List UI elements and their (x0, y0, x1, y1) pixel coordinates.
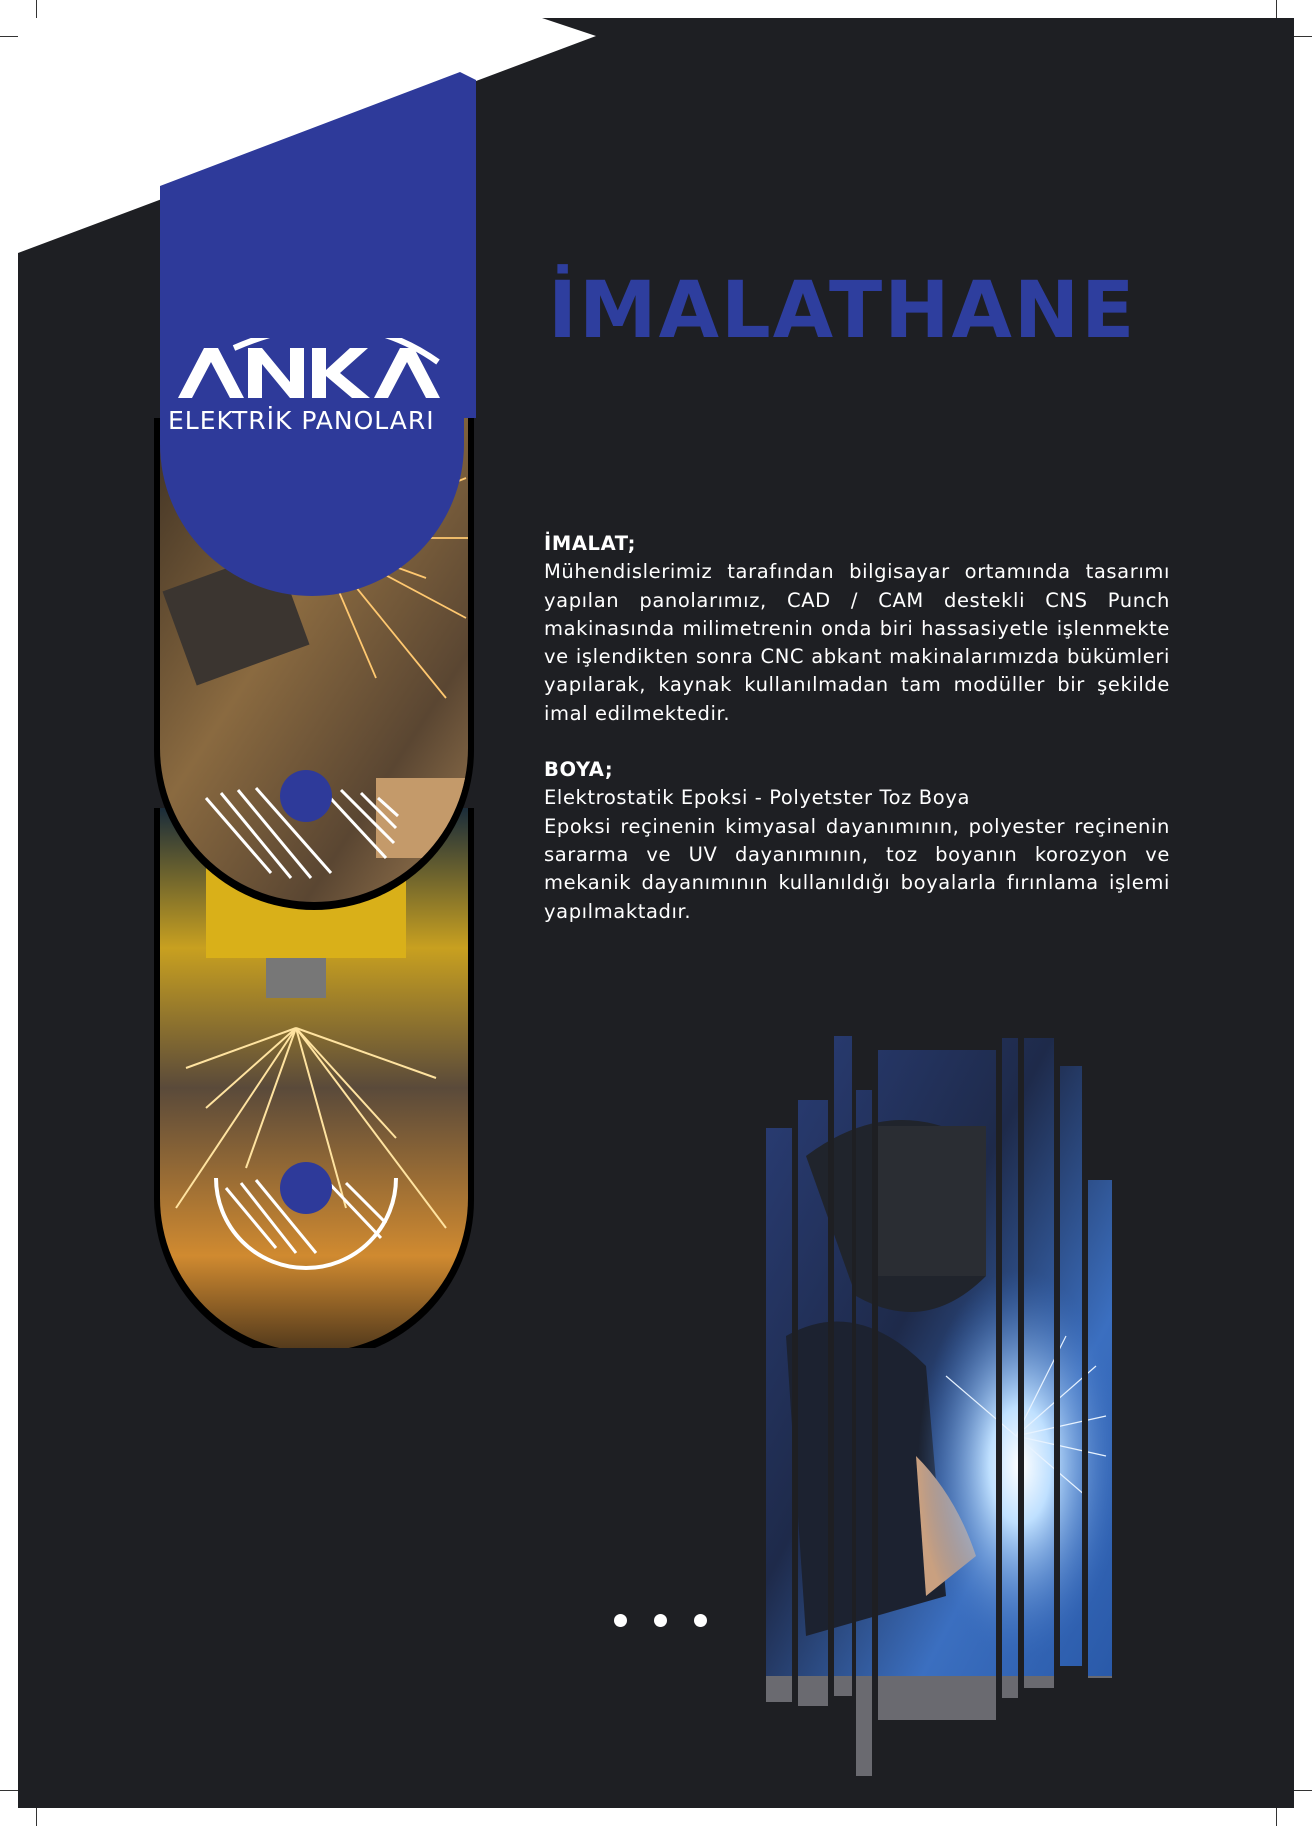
crop-mark (36, 1808, 37, 1826)
welder-striped-photo (766, 1036, 1176, 1776)
anka-logo-wordmark (178, 338, 468, 398)
section-heading-imalat: İMALAT; (544, 532, 636, 555)
section-paragraph-boya: Epoksi reçinenin kimyasal dayanımının, polyester reçinenin sararma ve UV dayanımının, toz boyanın korozyon ve mekanik dayanımının kullanıldığı boyalarla fırınlama işlemi yapılmaktadır. (544, 814, 1170, 923)
dot-3 (694, 1614, 707, 1627)
brochure-page (18, 18, 1294, 1808)
crop-mark (36, 0, 37, 18)
brand-logo (168, 298, 468, 448)
page-title: İMALATHANE (548, 266, 1137, 356)
section-subheading-boya: Elektrostatik Epoksi - Polyetster Toz Boya (544, 786, 971, 810)
dot-1 (614, 1614, 627, 1627)
dot-2 (654, 1614, 667, 1627)
brand-subtitle: ELEKTRİK PANOLARI (168, 406, 435, 435)
crop-mark (0, 36, 18, 37)
crop-mark (1276, 0, 1277, 18)
section-heading-boya: BOYA; (544, 758, 614, 782)
crop-mark (1294, 36, 1312, 37)
section-paragraph-imalat: Mühendislerimiz tarafından bilgisayar ortamında tasarımı yapılan panolarımız, CAD / CAM destekli CNS Punch makinasında milimetrenin onda biri hassasiyetle işlenmekte ve işlendikten sonra CNC abkant makinalarımızda bükümleri yapılarak, kaynak kullanılmadan tam modüller bir şekilde imal edilmektedir. (544, 560, 1170, 725)
crop-mark (0, 1790, 18, 1791)
crop-mark (1276, 1808, 1277, 1826)
crop-mark (1294, 1790, 1312, 1791)
content-text (544, 530, 1170, 926)
